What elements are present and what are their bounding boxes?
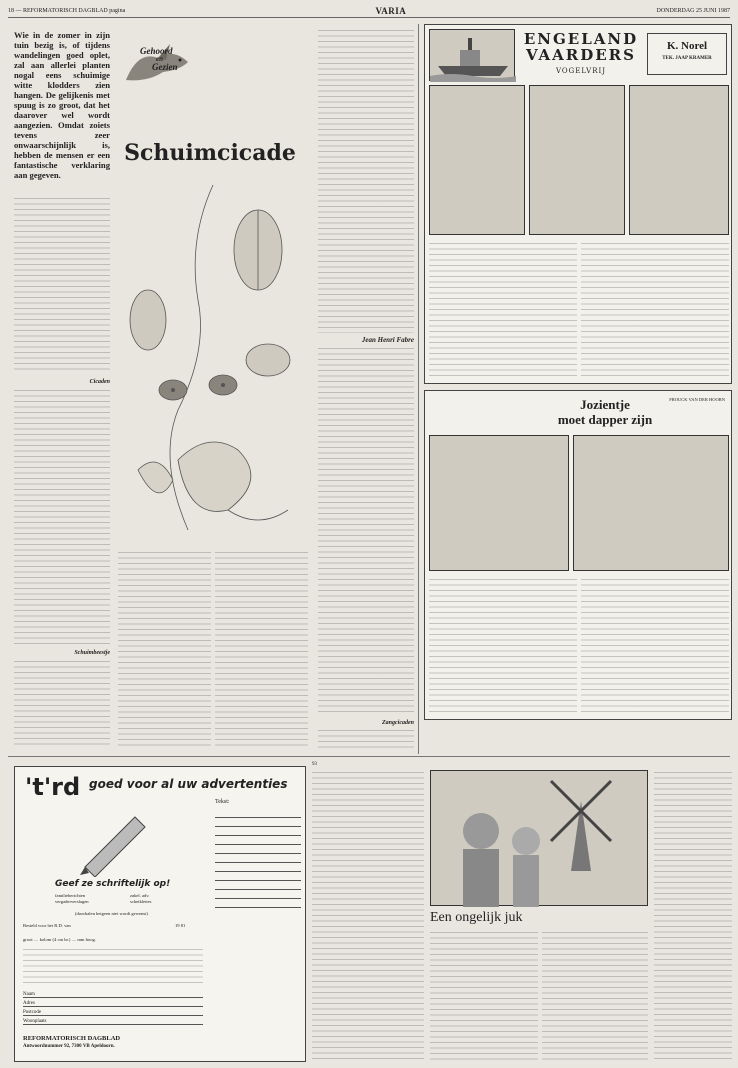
comic1-author: K. Norel	[666, 40, 708, 52]
comic-engelandvaarders	[424, 24, 732, 384]
comic1-credit-box	[647, 33, 727, 75]
header-left: 18 — REFORMATORISCH DAGBLAD pagina	[8, 7, 126, 14]
page-header	[8, 4, 730, 18]
field-adres[interactable]: Adres	[23, 998, 203, 1007]
comic2-text-left	[429, 577, 577, 715]
send-address: Antwoordnummer 92, 7300 VB Apeldoorn.	[23, 1044, 115, 1049]
logo-text-1: Gehoord	[140, 46, 173, 56]
field-naam[interactable]: Naam	[23, 989, 203, 998]
ad-headline: goed voor al uw advertenties	[89, 777, 288, 791]
ad-note: (doorhalen hetgeen niet wordt gewenst)	[75, 911, 148, 916]
comic1-panel-1	[429, 85, 525, 235]
comic1-panel-boat	[429, 29, 515, 81]
header-date: DONDERDAG 25 JUNI 1987	[656, 7, 730, 14]
send-to: REFORMATORISCH DAGBLAD	[23, 1035, 121, 1042]
article-column-1b	[14, 388, 110, 646]
article-column-3	[215, 550, 308, 748]
comic3-text-right	[542, 930, 648, 1062]
advertisement	[14, 766, 306, 1062]
rd-logo: 't'rd	[25, 773, 81, 801]
comic2-panel-2	[573, 435, 729, 571]
article-intro: Wie in de zomer in zijn tuin bezig is, of tijdens wandelingen goed oplet, zal aan allerlei planten nogal eens schuimige witte klodders zien hangen. De gelijkenis met spuug is zo groot, dat het daarover wel wordt aangezien. Omdat zoiets tevens zeer onwaarschijnlijk is, hebben de mensen er een fantastische verklaring aan gegeven.	[14, 30, 110, 180]
groot-label: groot .... kolom (4 cm br.) .... mm hoog.	[23, 937, 96, 942]
comic1-title-2: VAARDERS	[526, 46, 636, 64]
comic2-text-right	[581, 577, 729, 715]
subheading-cicaden: Cicaden	[89, 379, 110, 385]
windmill-illustration	[431, 771, 649, 907]
comic1-panel-3	[629, 85, 729, 235]
comic3-text-left	[430, 930, 538, 1062]
besteld-year: 19 81	[175, 923, 186, 928]
ad-box-title: Geef ze schriftelijk op!	[55, 879, 171, 889]
pencil-illustration	[75, 807, 155, 877]
comic3-panel	[430, 770, 648, 906]
tekst-lines	[215, 809, 301, 908]
section-title: VARIA	[375, 5, 407, 16]
insect-illustration	[118, 180, 308, 540]
article-column-4a	[318, 28, 414, 333]
tekst-label: Tekst:	[215, 799, 230, 805]
comic3-title: Een ongelijk juk	[430, 910, 523, 925]
field-woonplaats[interactable]: Woonplaats	[23, 1016, 203, 1025]
pencil-icon	[75, 807, 155, 877]
option-1[interactable]: familieberichten	[55, 893, 86, 898]
comic2-title-2: moet dapper zijn	[557, 412, 653, 427]
bottom-column-1	[312, 770, 424, 1062]
ad-options	[55, 893, 205, 904]
comic1-subtitle: VOGELVRIJ	[555, 67, 607, 75]
page-number: 93	[312, 762, 317, 767]
field-postcode[interactable]: Postcode	[23, 1007, 203, 1016]
logo-text-2: en	[156, 55, 163, 63]
option-3[interactable]: vergaderverslagen	[55, 898, 89, 904]
bottom-column-2	[654, 770, 732, 1062]
subheading-schuimbeestje: Schuimbeestje	[74, 650, 110, 656]
comic2-author: FROUCK VAN DER HOORN	[669, 397, 725, 402]
logo-text-3: Gezien	[152, 62, 178, 72]
comic-jozientje	[424, 390, 732, 720]
article-column-4c	[318, 728, 414, 748]
article-column-1a	[14, 196, 110, 374]
article-column-1c	[14, 659, 110, 747]
section-divider	[8, 756, 730, 757]
comic1-title-1: ENGELAND	[523, 30, 639, 48]
comic1-panel-2	[529, 85, 625, 235]
comic1-text-right	[581, 241, 729, 379]
article-title: Schuimcicade	[124, 140, 296, 166]
comic1-text-left	[429, 241, 577, 379]
boat-icon	[430, 30, 516, 82]
article-author: Jean Henri Fabre	[361, 336, 414, 344]
article-column-4b	[318, 346, 414, 716]
ad-form	[23, 989, 203, 1025]
ad-fine-print	[23, 947, 203, 985]
gehoord-gezien-logo	[118, 40, 200, 95]
article-column-2	[118, 550, 211, 748]
leaf-insect-drawing	[118, 180, 308, 540]
besteld-label: Besteld voor het R.D. van	[23, 923, 71, 928]
column-divider	[418, 24, 419, 754]
subheading-zangcicaden: Zangcicaden	[382, 720, 414, 726]
comic2-title-1: Jozientje	[580, 397, 630, 412]
option-2[interactable]: zakel. adv.	[130, 893, 150, 898]
option-4[interactable]: scheiklettes	[130, 898, 152, 904]
comic2-panel-1	[429, 435, 569, 571]
comic1-artist: TEK. JAAP KRAMER	[662, 56, 712, 61]
